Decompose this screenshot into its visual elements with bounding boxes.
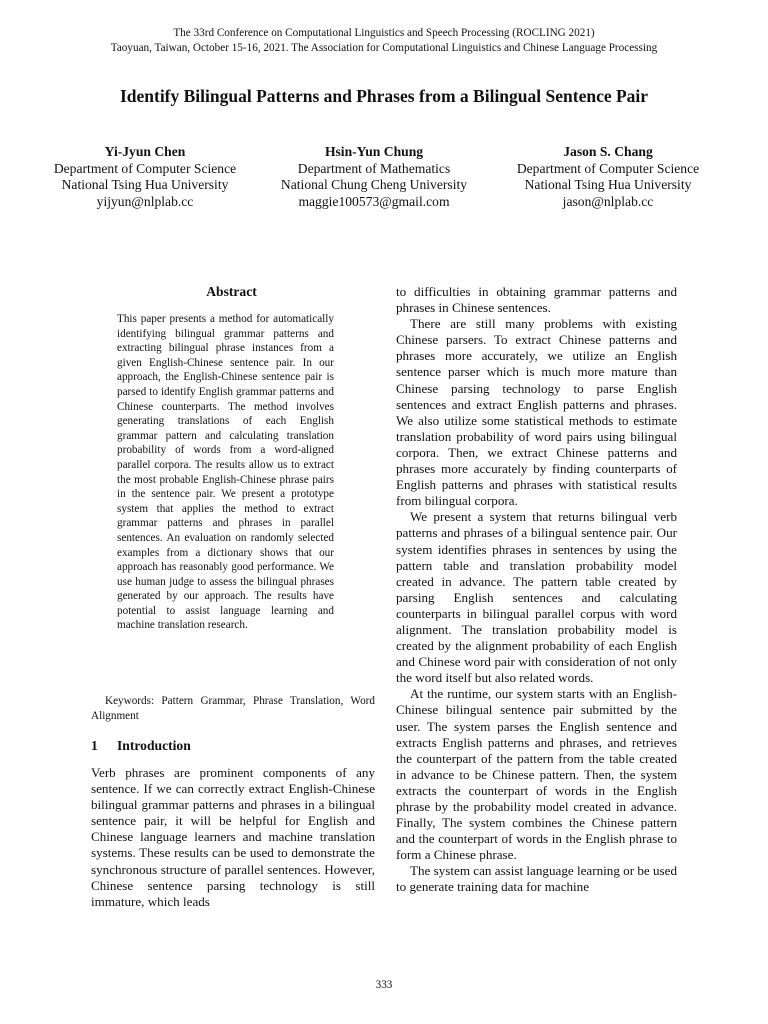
author-institution: National Tsing Hua University [61,177,229,193]
body-paragraph: We present a system that returns bilingual verb patterns and phrases of a bilingual sentence pair. Our system identifies phrases in sentences by using the pattern table and translation probability model created in advance. The pattern table created by parsing English sentences and calculating counterparts in bilingual parallel corpus with word alignment. The translation probability model is created by the alignment probability of each English and Chinese word pair with consideration of not only the word itself but also related words. [396,509,677,686]
author-department: Department of Mathematics [297,160,451,176]
author-email: jason@nlplab.cc [562,194,654,210]
conference-line-1: The 33rd Conference on Computational Linguistics and Speech Processing (ROCLING 2021) [173,27,595,39]
author-name: Hsin-Yun Chung [324,144,424,159]
keywords: Keywords: Pattern Grammar, Phrase Translation, Word Alignment [91,695,375,722]
page-number: 333 [375,979,393,991]
body-paragraph: to difficulties in obtaining grammar patterns and phrases in Chinese sentences. [396,284,677,316]
left-column-body [91,765,375,910]
author-name: Jason S. Chang [563,144,653,159]
author-department: Department of Computer Science [53,160,237,176]
right-column-body [396,284,677,896]
section-number: 1 [91,738,98,753]
body-paragraph: At the runtime, our system starts with an English-Chinese bilingual sentence pair submitted by the user. The system parses the English sentence and extracts English patterns and phrases, and retrieves the counterpart of the pattern from the table created in advance to be Chinese pattern. Then, the system extracts the counterpart of words in the English phrase by the probability model created in advance. Finally, The system combines the Chinese pattern and the counterpart of words in the English phrase to form a Chinese phrase. [396,686,677,863]
abstract-heading: Abstract [206,284,257,299]
paper-title: Identify Bilingual Patterns and Phrases from a Bilingual Sentence Pair [119,86,649,106]
author-email: yijyun@nlplab.cc [96,194,194,210]
section-heading [91,738,191,754]
body-paragraph: There are still many problems with existing Chinese parsers. To extract Chinese patterns and phrases more accurately, we utilize an English sentence parser which is much more mature than Chinese parsing technology to parse English sentences and extract English patterns and phrases. We also utilize some statistical methods to estimate translation probability of word pairs using bilingual corpora. Then, we extract Chinese patterns and phrases more accurately by finding counterparts of English patterns and phrases with statistical results from bilingual corpora. [396,316,677,509]
author-block-2 [244,144,504,211]
conference-line-2: Taoyuan, Taiwan, October 15-16, 2021. The Association for Computational Linguistics and Chinese Language Processing [110,42,658,54]
author-block-1 [15,144,275,211]
author-name: Yi-Jyun Chen [104,144,186,159]
author-department: Department of Computer Science [516,160,700,176]
body-paragraph: The system can assist language learning or be used to generate training data for machine [396,863,677,895]
author-block-3 [478,144,738,211]
author-institution: National Chung Cheng University [280,177,468,193]
section-title: Introduction [117,738,191,753]
body-paragraph: Verb phrases are prominent components of any sentence. If we can correctly extract English-Chinese bilingual grammar patterns and phrases in a bilingual sentence pair, it will be helpful for English and Chinese language learners and machine translation systems. These results can be used to demonstrate the synchronous structure of parallel sentences. However, Chinese sentence parsing technology is still immature, which leads [91,765,375,909]
author-email: maggie100573@gmail.com [298,194,450,210]
abstract-text: This paper presents a method for automatically identifying bilingual grammar patterns and extracting bilingual phrase instances from a given English-Chinese sentence pair. In our approach, the English-Chinese sentence pair is parsed to identify English grammar patterns and Chinese counterparts. The method involves generating translations of each English grammar pattern and calculating translation probability of words from a word-aligned parallel corpora. The results allow us to extract the most probable English-Chinese phrase pairs in the sentence pair. We present a prototype system that applies the method to extract grammar patterns and phrases in parallel sentences. An evaluation on randomly selected examples from a dictionary shows that our approach has reasonably good performance. We use human judge to assess the bilingual phrases generated by our approach. The results have potential to assist language learning and machine translation research. [117,313,334,632]
author-institution: National Tsing Hua University [524,177,692,193]
